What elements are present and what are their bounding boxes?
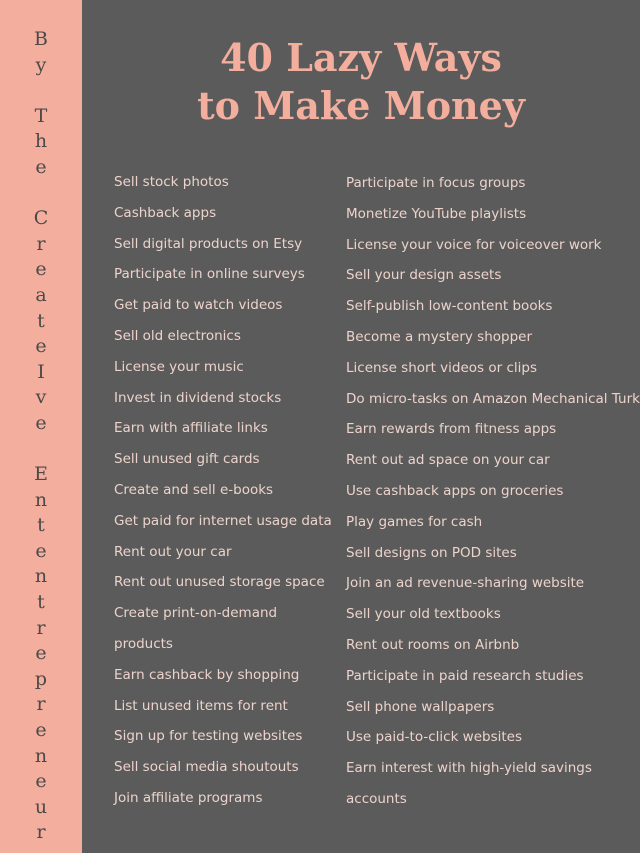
list-item: Earn cashback by shopping (114, 666, 300, 683)
list-item: List unused items for rent (114, 697, 288, 714)
sidebar-letter: t (37, 591, 45, 614)
left-list (114, 167, 339, 814)
sidebar-letter: e (35, 719, 47, 742)
list-item: Use cashback apps on groceries (346, 482, 564, 499)
list-item: Sell stock photos (114, 174, 229, 190)
sidebar-letter: v (35, 386, 47, 409)
sidebar-letter: C (33, 207, 49, 230)
sidebar-letter: r (36, 232, 46, 255)
list-item: Sell phone wallpapers (346, 698, 495, 715)
list-item: Join affiliate programs (114, 789, 263, 806)
list-item: Sell old electronics (114, 327, 241, 344)
list-item: Get paid for internet usage data (114, 512, 332, 529)
sidebar-letter: B (34, 28, 48, 50)
sidebar-letter: e (35, 642, 47, 665)
sidebar-letter: e (35, 770, 47, 793)
sidebar-letter: r (36, 616, 46, 639)
sidebar-letter: r (36, 821, 46, 844)
sidebar-letter: T (34, 104, 48, 127)
sidebar-letter: a (35, 283, 47, 306)
list-item: Sell unused gift cards (114, 451, 260, 468)
list-item: accounts (346, 790, 407, 807)
list-item: Sell your old textbooks (346, 606, 501, 623)
list-item: Do micro-tasks on Amazon Mechanical Turk (346, 390, 640, 407)
list-item: Use paid-to-click websites (346, 729, 523, 746)
list-item: Sign up for testing websites (114, 728, 303, 745)
sidebar-letter: e (35, 411, 47, 434)
list-item: Monetize YouTube playlists (346, 205, 527, 222)
title-line-2: to Make Money (197, 83, 525, 128)
sidebar-gap (0, 437, 82, 463)
title-line-1: 40 Lazy Ways (220, 35, 502, 80)
list-item: Sell social media shoutouts (114, 759, 299, 776)
list-item: Join an ad revenue-sharing website (346, 575, 585, 592)
sidebar-letter: t (37, 514, 45, 537)
sidebar-letter: E (34, 463, 48, 486)
sidebar-letter: u (34, 795, 48, 818)
list-item: Participate in focus groups (346, 175, 526, 191)
sidebar-letter: e (35, 155, 47, 178)
sidebar-letter: e (35, 335, 47, 358)
sidebar-letter: p (34, 667, 48, 690)
list-item: Create and sell e-books (114, 481, 274, 498)
list-item: Participate in paid research studies (346, 667, 584, 684)
sidebar-letter: y (35, 53, 47, 76)
sidebar-letter: t (37, 309, 45, 332)
list-item: License short videos or clips (346, 359, 537, 376)
list-item: Participate in online surveys (114, 266, 305, 283)
list-item: Rent out ad space on your car (346, 452, 550, 469)
sidebar-letter: n (34, 488, 48, 511)
sidebar-gap (0, 181, 82, 207)
list-item: Play games for cash (346, 513, 483, 530)
list-item: Get paid to watch videos (114, 297, 283, 314)
sidebar-strip (0, 0, 82, 853)
list-item: Become a mystery shopper (346, 328, 533, 345)
sidebar-letter: I (37, 360, 45, 383)
list-item: Sell digital products on Etsy (114, 235, 303, 252)
list-item: License your music (114, 358, 244, 375)
sidebar-gap (0, 78, 82, 104)
sidebar-letter: n (34, 565, 48, 588)
right-list (346, 168, 640, 815)
list-item: Create print-on-demand (114, 605, 278, 622)
list-item: Rent out rooms on Airbnb (346, 636, 520, 653)
list-item: Earn with affiliate links (114, 420, 268, 437)
list-item: Sell your design assets (346, 267, 502, 284)
list-item: License your voice for voiceover work (346, 236, 602, 253)
list-item: Earn rewards from fitness apps (346, 421, 557, 438)
list-item: Sell designs on POD sites (346, 544, 517, 561)
list-item: Cashback apps (114, 204, 217, 221)
sidebar-letter: n (34, 744, 48, 767)
sidebar-letter: e (35, 539, 47, 562)
sidebar-letter: h (34, 130, 48, 153)
list-item: products (114, 635, 173, 652)
list-item: Rent out unused storage space (114, 574, 325, 591)
sidebar-letter: r (36, 693, 46, 716)
list-item: Earn interest with high-yield savings (346, 760, 592, 777)
list-item: Invest in dividend stocks (114, 389, 282, 406)
sidebar-letter: e (35, 258, 47, 281)
sidebar-vertical-text (0, 27, 82, 846)
list-item: Self-publish low-content books (346, 298, 553, 315)
page-title (82, 34, 640, 130)
list-item: Rent out your car (114, 543, 232, 560)
